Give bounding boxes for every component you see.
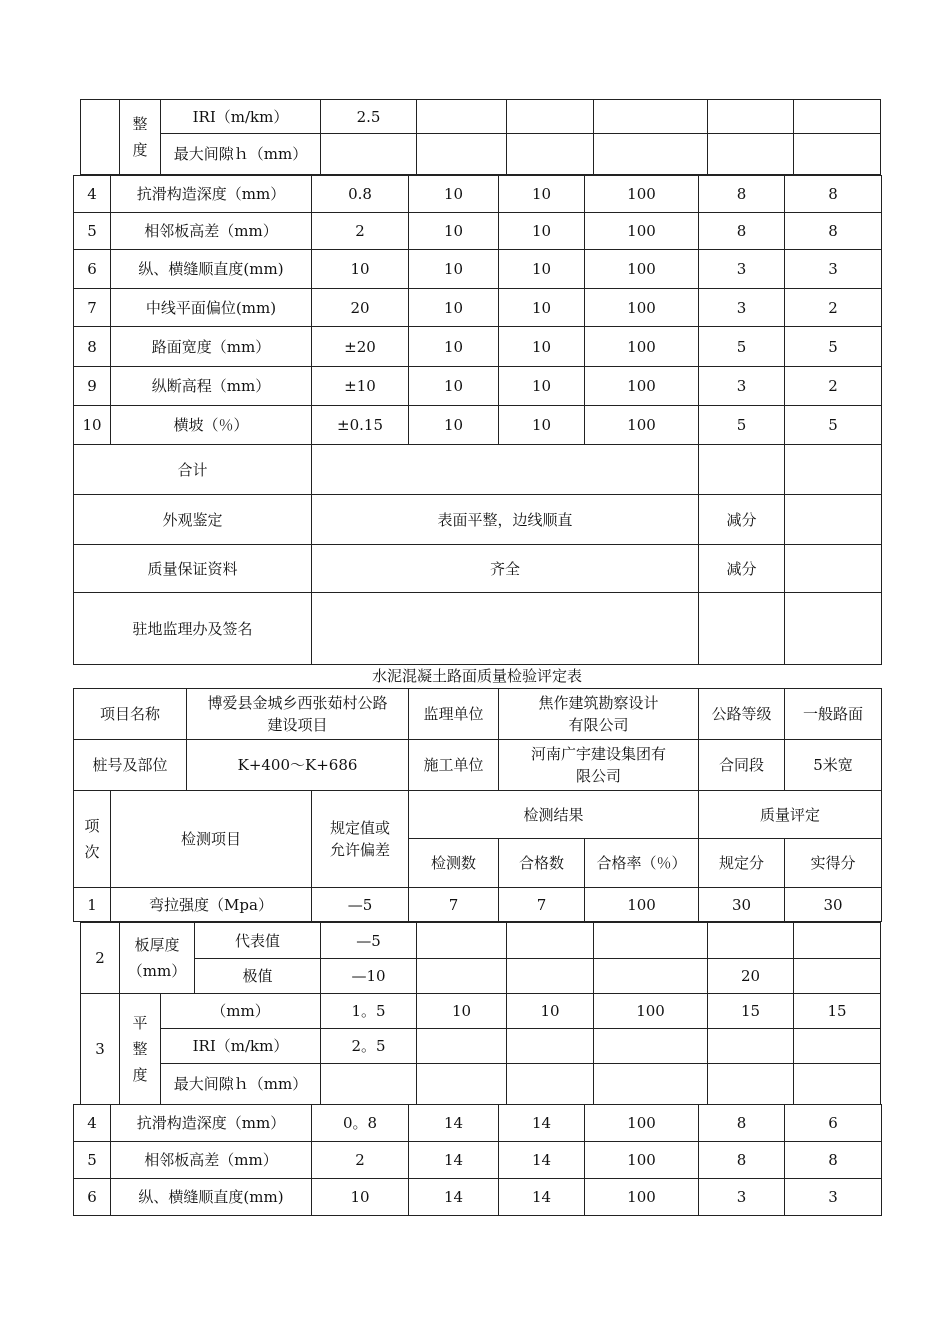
- station-label: 桩号及部位: [74, 740, 187, 791]
- table-row: 7 中线平面偏位(mm) 20 10 10 100 3 2: [74, 289, 882, 327]
- gap-label: 最大间隙ｈ（mm）: [161, 134, 321, 175]
- table-row: IRI（m/km） 2。5: [81, 1029, 881, 1064]
- table-row: 9 纵断高程（mm） ±10 10 10 100 3 2: [74, 367, 882, 406]
- signature-row: [74, 593, 882, 665]
- grade-value: 一般路面: [785, 689, 882, 740]
- sign-label: 驻地监理办及签名: [74, 593, 312, 665]
- contract-label: 合同段: [699, 740, 785, 791]
- supervisor-value: 焦作建筑勘察设计 有限公司: [499, 689, 699, 740]
- column-header-row: [74, 791, 882, 839]
- total-row: [74, 445, 882, 495]
- qa-row: [74, 545, 882, 593]
- table-row: 最大间隙ｈ（mm）: [81, 1064, 881, 1105]
- col-got: 实得分: [785, 839, 882, 888]
- iri-spec: 2.5: [321, 100, 417, 134]
- table-row: 5 相邻板高差（mm） 2 10 10 100 8 8: [74, 213, 882, 250]
- col-std: 规定分: [699, 839, 785, 888]
- table-row: 4 抗滑构造深度（mm） 0。8 14 14 100 8 6: [74, 1105, 882, 1142]
- appearance-value: 表面平整，边线顺直: [312, 495, 699, 545]
- col-rate: 合格率（％）: [585, 839, 699, 888]
- table-row: 6 纵、横缝顺直度(mm) 10 14 14 100 3 3: [74, 1179, 882, 1216]
- table-row: 5 相邻板高差（mm） 2 14 14 100 8 8: [74, 1142, 882, 1179]
- supervisor-label: 监理单位: [409, 689, 499, 740]
- flatness-label: 整 度: [120, 100, 161, 175]
- project-row: [74, 689, 882, 740]
- col-pass: 合格数: [499, 839, 585, 888]
- table-row: 极值 —10 20: [81, 959, 881, 994]
- station-value: K+400～K+686: [187, 740, 409, 791]
- deduct-label: 减分: [699, 545, 785, 593]
- form-title: 水泥混凝土路面质量检验评定表: [371, 667, 582, 685]
- col-result: 检测结果: [409, 791, 699, 839]
- project-label: 项目名称: [74, 689, 187, 740]
- col-item: 检测项目: [111, 791, 312, 888]
- grade-label: 公路等级: [699, 689, 785, 740]
- table-row: 8 路面宽度（mm） ±20 10 10 100 5 5: [74, 327, 882, 367]
- inspection-table-part2: [73, 688, 882, 922]
- table-row: 10 横坡（％） ±0.15 10 10 100 5 5: [74, 406, 882, 445]
- appearance-label: 外观鉴定: [74, 495, 312, 545]
- contract-value: 5米宽: [785, 740, 882, 791]
- iri-label: IRI（m/km）: [161, 100, 321, 134]
- col-count: 检测数: [409, 839, 499, 888]
- inspection-table-part3: [73, 1104, 882, 1216]
- builder-value: 河南广宇建设集团有 限公司: [499, 740, 699, 791]
- flatness-label: 平 整 度: [120, 994, 161, 1105]
- builder-label: 施工单位: [409, 740, 499, 791]
- table-row: 6 纵、横缝顺直度(mm) 10 10 10 100 3 3: [74, 250, 882, 289]
- col-eval: 质量评定: [699, 791, 882, 839]
- table-row: 3 平 整 度 （mm） 1。5 10 10 100 15 15: [81, 994, 881, 1029]
- table-row: 2 板厚度 （mm） 代表值 —5: [81, 923, 881, 959]
- col-spec: 规定值或 允许偏差: [312, 791, 409, 888]
- inspection-table-part1: [73, 175, 882, 665]
- table-row: 1 弯拉强度（Mpa） —5 7 7 100 30 30: [74, 888, 882, 922]
- station-row: [74, 740, 882, 791]
- project-value: 博爱县金城乡西张茹村公路 建设项目: [187, 689, 409, 740]
- empty-cell: [81, 100, 120, 175]
- total-label: 合计: [74, 445, 312, 495]
- thickness-flatness-table: [80, 922, 881, 1105]
- flatness-continuation-table: [80, 99, 881, 175]
- qa-label: 质量保证资料: [74, 545, 312, 593]
- thickness-label: 板厚度 （mm）: [120, 923, 195, 994]
- table-row: 4 抗滑构造深度（mm） 0.8 10 10 100 8 8: [74, 176, 882, 213]
- col-no: 项 次: [74, 791, 111, 888]
- appearance-row: [74, 495, 882, 545]
- qa-value: 齐全: [312, 545, 699, 593]
- deduct-label: 减分: [699, 495, 785, 545]
